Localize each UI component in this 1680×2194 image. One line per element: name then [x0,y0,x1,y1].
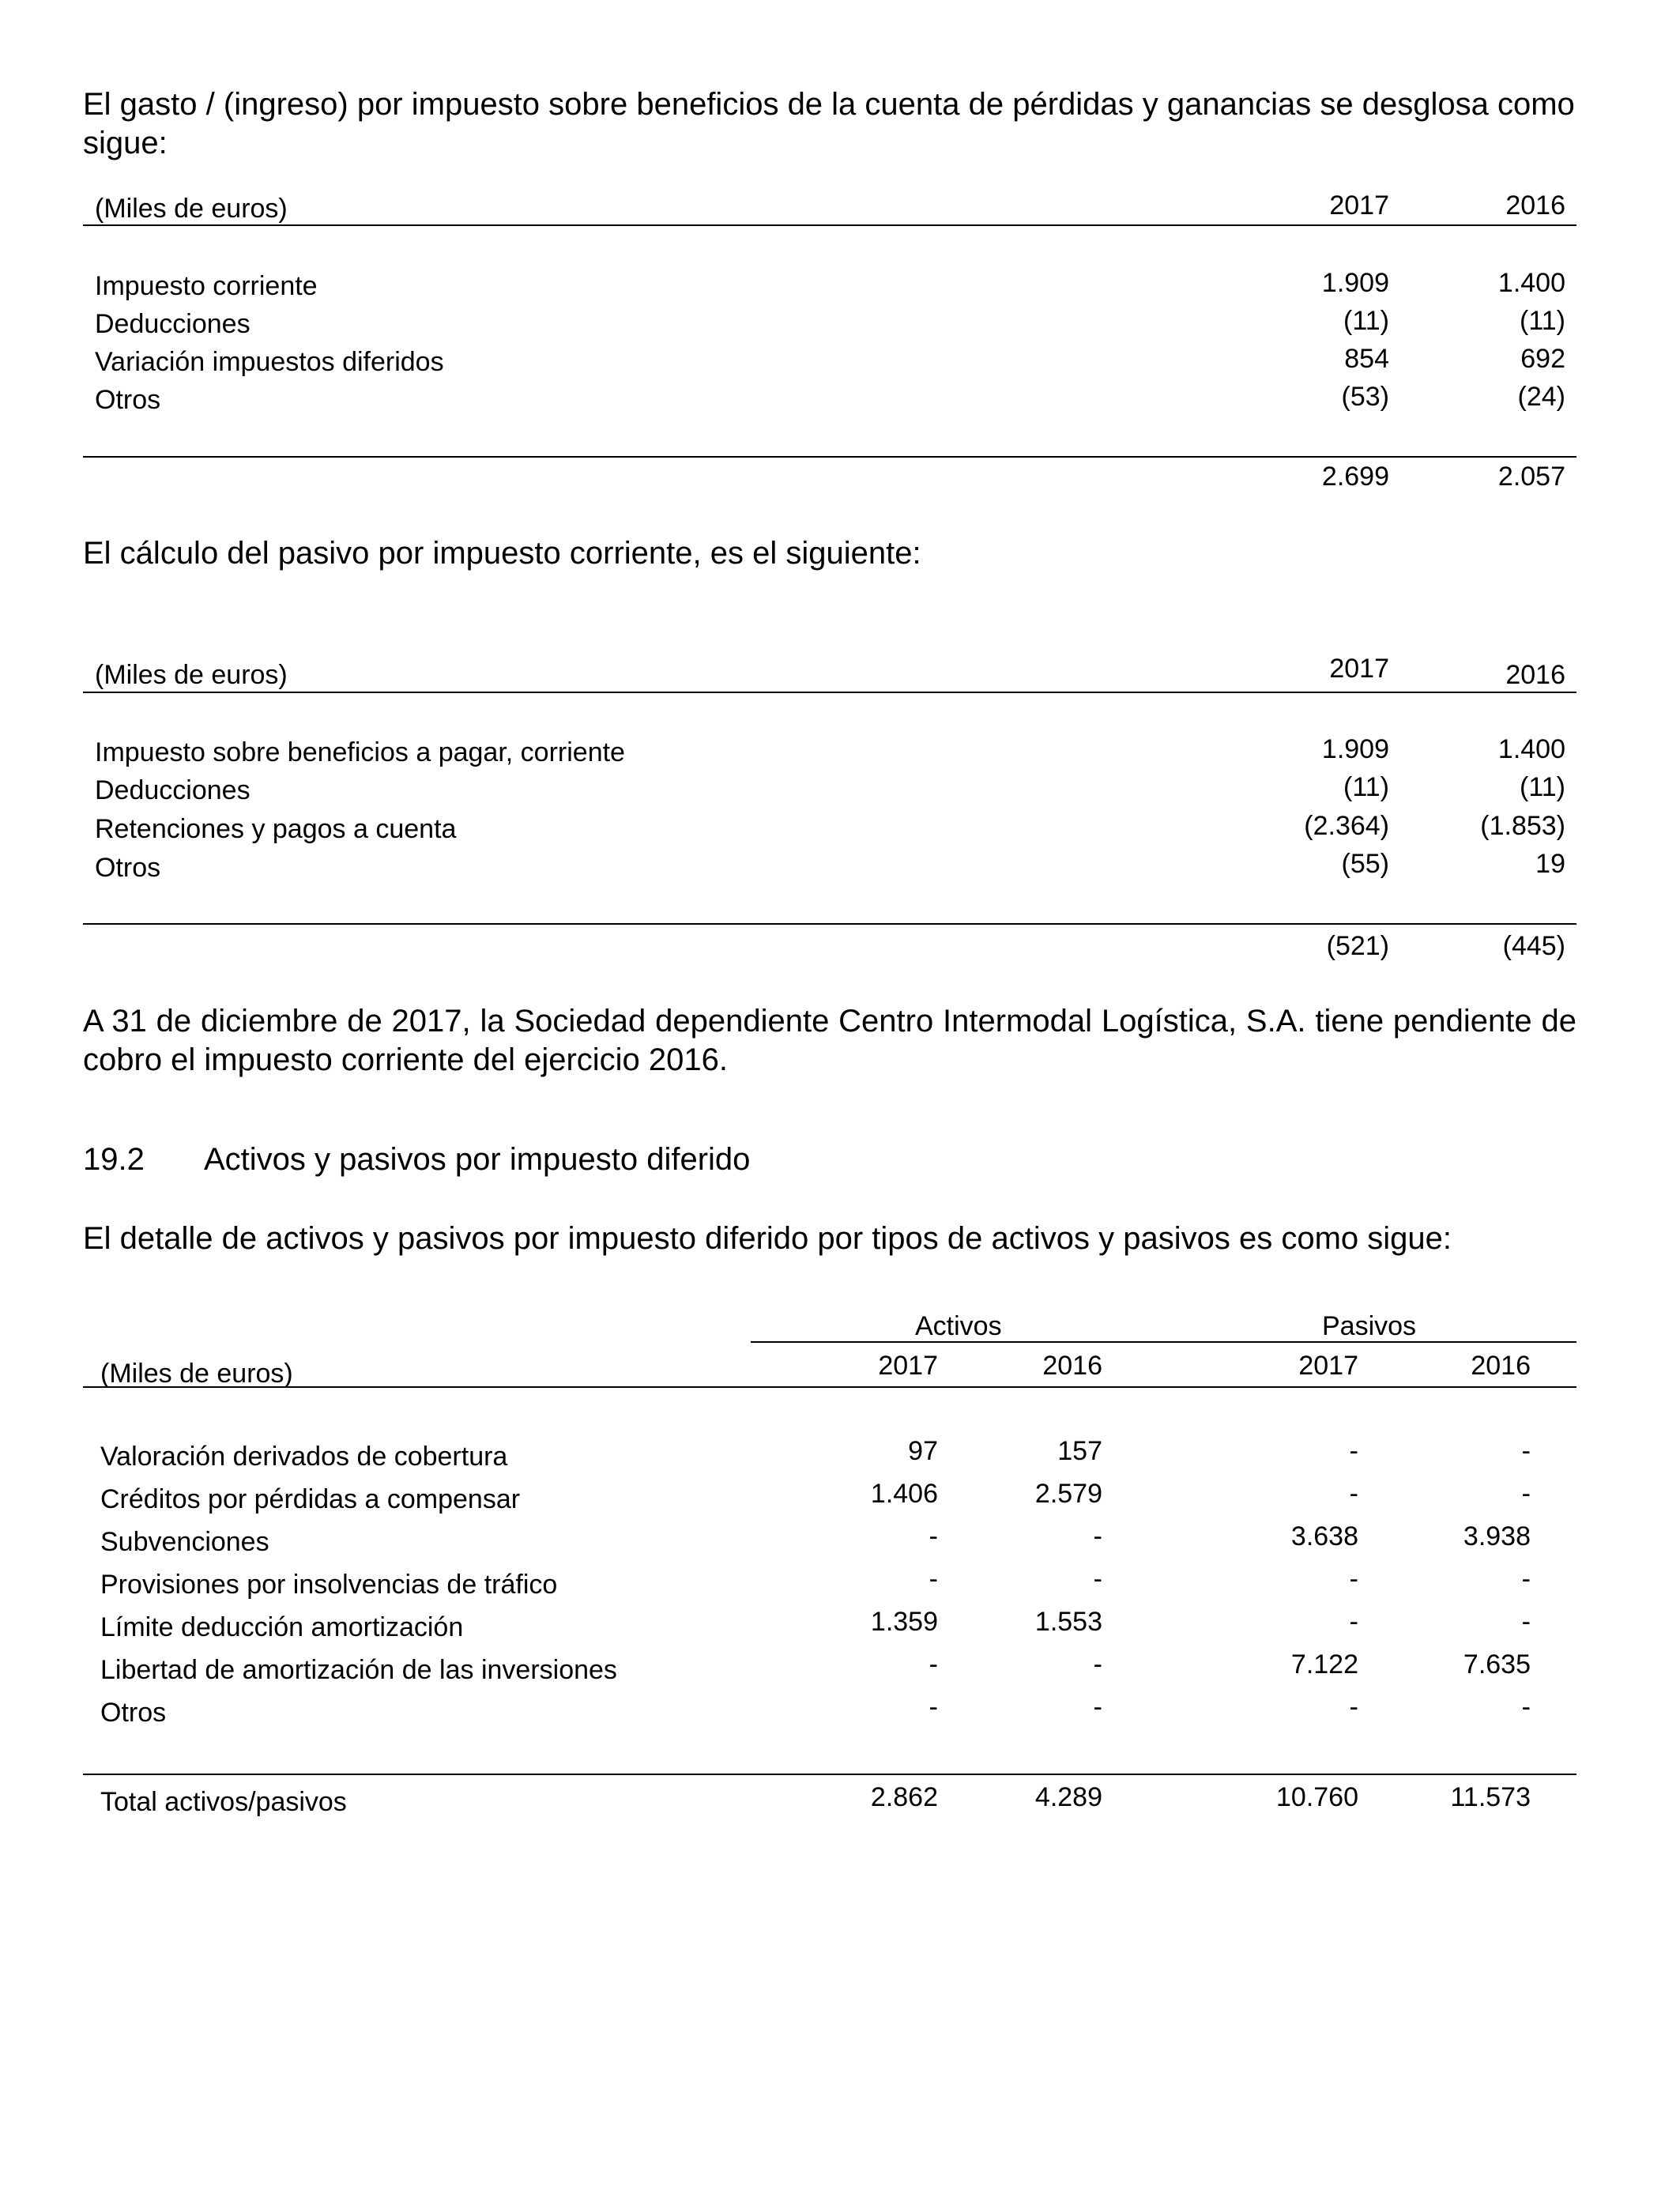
row-label: Otros [95,385,161,415]
value-2017: (55) [1341,849,1389,879]
row-label: Deducciones [95,309,250,339]
total-2017: 2.699 [1321,462,1389,492]
value-2016: 1.400 [1497,734,1565,764]
activos-2017: 1.359 [870,1607,938,1637]
value-2017: (2.364) [1304,811,1389,841]
section-number: 19.2 [83,1142,145,1177]
row-label: Otros [95,853,161,883]
pasivos-2017: - [1349,1479,1358,1509]
year-header-activos-2017: 2017 [878,1351,938,1381]
activos-2016: - [1093,1564,1102,1594]
row-label: Deducciones [95,775,250,805]
value-2016: 1.400 [1497,268,1565,298]
pasivos-2016: 3.938 [1463,1521,1531,1551]
pasivos-2017: 3.638 [1290,1521,1358,1551]
intro-paragraph-4: El detalle de activos y pasivos por impuesto diferido por tipos de activos y pasivos es como sigue: [83,1221,1452,1256]
pasivos-2017: 7.122 [1290,1649,1358,1679]
total-rule [83,1774,1576,1775]
value-2016: (11) [1520,772,1565,802]
pasivos-2016: 7.635 [1463,1649,1531,1679]
row-label: Variación impuestos diferidos [95,347,444,377]
total-2016: 2.057 [1497,462,1565,492]
value-2016: 692 [1520,344,1565,374]
total-rule [83,923,1576,925]
row-label: Libertad de amortización de las inversiones [100,1655,617,1685]
row-label: Límite deducción amortización [100,1612,464,1642]
total-activos-2017: 2.862 [870,1782,938,1812]
row-label: Provisiones por insolvencias de tráfico [100,1570,558,1600]
value-2017: 1.909 [1321,268,1389,298]
year-header-pasivos-2017: 2017 [1298,1351,1358,1381]
pasivos-2017: - [1349,1436,1358,1466]
activos-2017: - [929,1692,938,1722]
value-2017: (53) [1341,382,1389,412]
value-2017: 854 [1344,344,1389,374]
unit-label: (Miles de euros) [95,660,288,690]
activos-2017: - [929,1649,938,1679]
header-rule [83,692,1576,693]
value-2016: (1.853) [1480,811,1565,841]
activos-2016: 1.553 [1034,1607,1102,1637]
year-header-2017: 2017 [1329,190,1389,221]
total-pasivos-2016: 11.573 [1450,1782,1531,1812]
pasivos-2017: - [1349,1607,1358,1637]
year-header-2016: 2016 [1505,190,1565,221]
unit-label: (Miles de euros) [95,194,288,224]
row-label: Impuesto corriente [95,271,318,301]
activos-2017: 97 [908,1436,938,1466]
value-2017: (11) [1343,306,1389,336]
value-2016: 19 [1535,849,1565,879]
pasivos-2016: - [1521,1436,1531,1466]
pasivos-2017: - [1349,1692,1358,1722]
activos-2016: 2.579 [1034,1479,1102,1509]
total-activos-2016: 4.289 [1034,1782,1102,1812]
year-header-2016: 2016 [1505,660,1565,690]
total-rule [83,456,1576,458]
year-header-activos-2016: 2016 [1042,1351,1102,1381]
pasivos-2016: - [1521,1607,1531,1637]
total-2017: (521) [1326,931,1389,961]
group-header-pasivos: Pasivos [1322,1311,1417,1341]
row-label: Valoración derivados de cobertura [100,1442,508,1472]
value-2017: 1.909 [1321,734,1389,764]
activos-2016: - [1093,1521,1102,1551]
group-header-rule [751,1341,1576,1343]
row-label: Impuesto sobre beneficios a pagar, corriente [95,737,625,767]
activos-2017: - [929,1521,938,1551]
pasivos-2017: - [1349,1564,1358,1594]
activos-2016: - [1093,1692,1102,1722]
total-label: Total activos/pasivos [100,1787,347,1817]
header-rule [83,224,1576,226]
total-pasivos-2017: 10.760 [1276,1782,1358,1812]
activos-2017: - [929,1564,938,1594]
unit-label: (Miles de euros) [100,1359,293,1389]
total-2016: (445) [1502,931,1565,961]
pasivos-2016: - [1521,1479,1531,1509]
activos-2016: - [1093,1649,1102,1679]
paragraph-receivable-note: A 31 de diciembre de 2017, la Sociedad dependiente Centro Intermodal Logística, S.A. tiene pendiente de cobro el impuesto corriente del ejercicio 2016. [83,1004,1576,1077]
row-label: Subvenciones [100,1527,269,1557]
row-label: Créditos por pérdidas a compensar [100,1484,521,1514]
year-header-2017: 2017 [1329,654,1389,684]
group-header-activos: Activos [915,1311,1002,1341]
value-2016: (11) [1520,306,1565,336]
year-header-pasivos-2016: 2016 [1471,1351,1531,1381]
header-rule [83,1386,1576,1388]
value-2017: (11) [1343,772,1389,802]
pasivos-2016: - [1521,1692,1531,1722]
value-2016: (24) [1517,382,1565,412]
intro-paragraph-2: El cálculo del pasivo por impuesto corriente, es el siguiente: [83,536,921,571]
intro-paragraph-1: El gasto / (ingreso) por impuesto sobre beneficios de la cuenta de pérdidas y ganancias se desglosa como sigue: [83,87,1575,160]
pasivos-2016: - [1521,1564,1531,1594]
activos-2016: 157 [1057,1436,1102,1466]
section-title: Activos y pasivos por impuesto diferido [204,1142,751,1177]
row-label: Retenciones y pagos a cuenta [95,814,457,844]
row-label: Otros [100,1698,167,1728]
activos-2017: 1.406 [870,1479,938,1509]
